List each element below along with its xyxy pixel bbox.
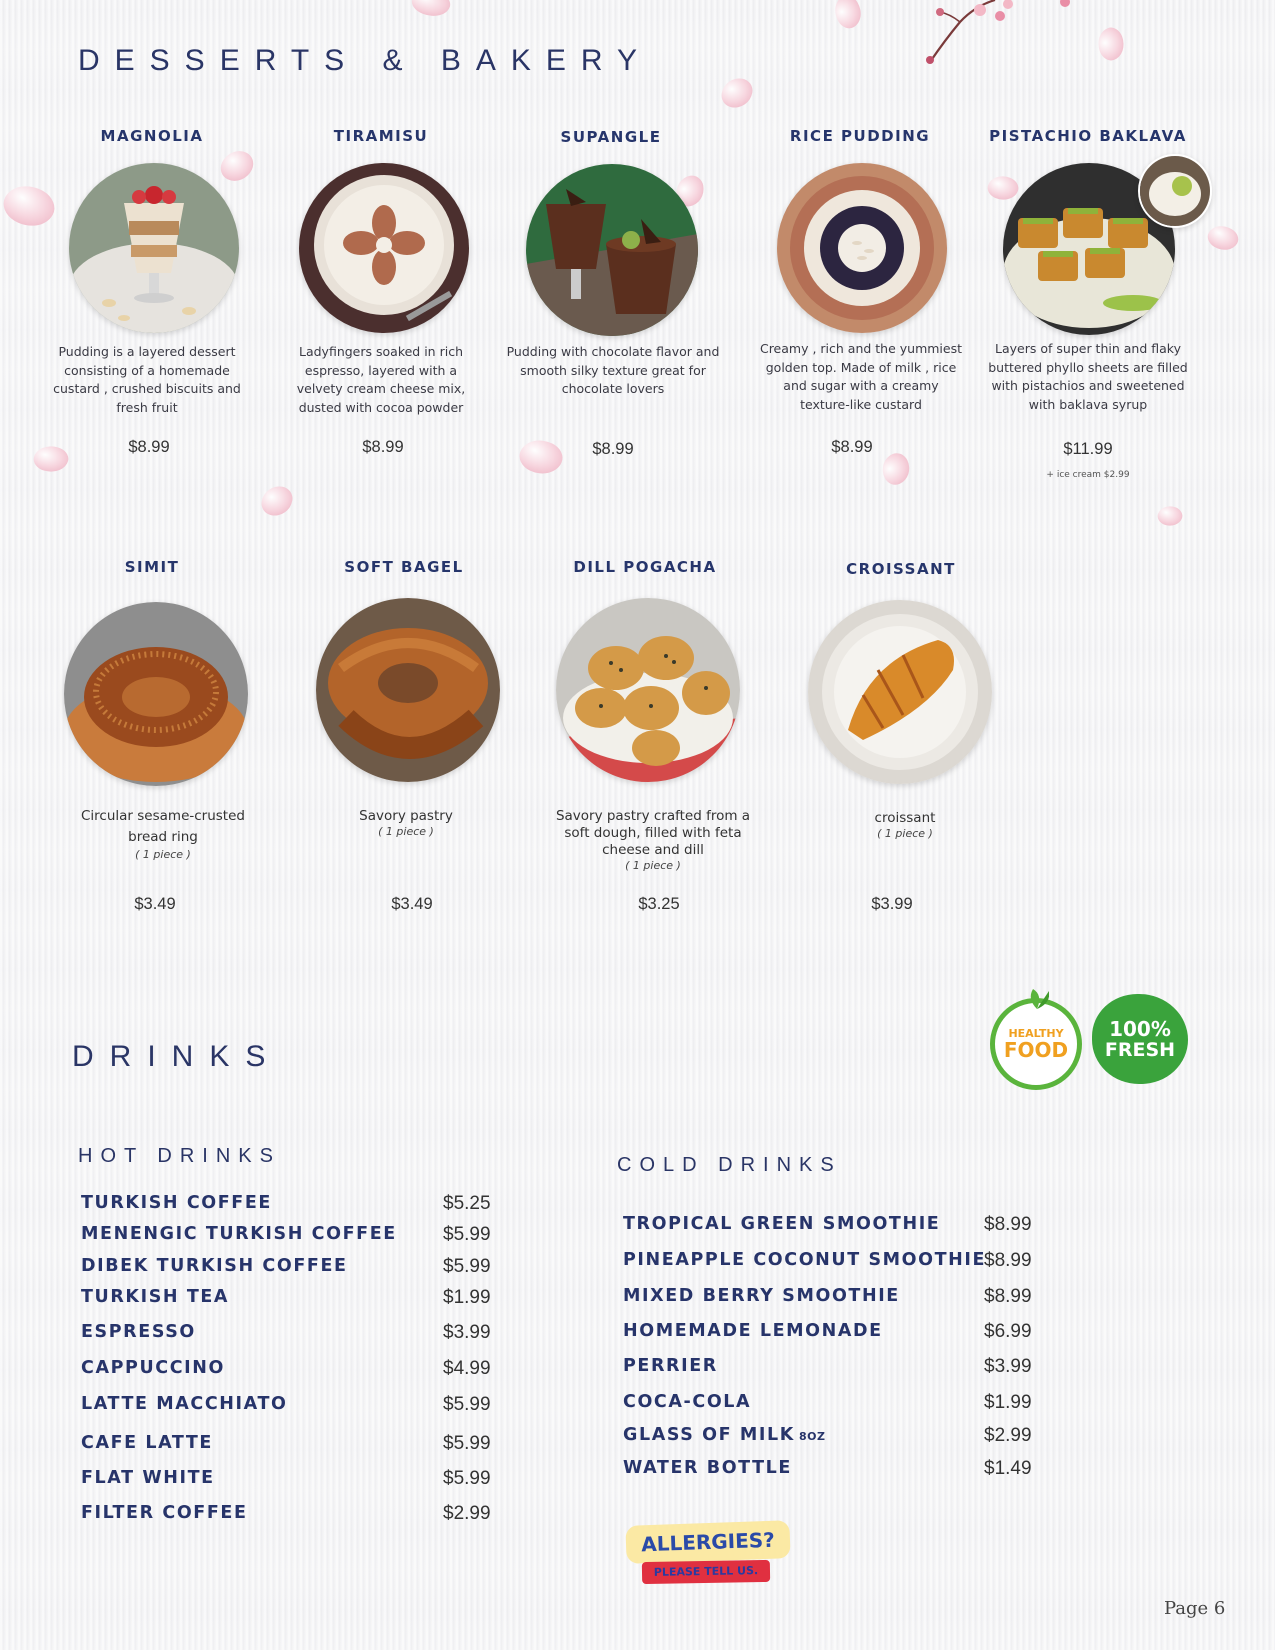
- hot-drink-price: $5.99: [443, 1256, 491, 1277]
- hot-drinks-title: HOT DRINKS: [78, 1145, 281, 1167]
- cold-drink-name: [623, 1356, 718, 1376]
- dessert-name-tiramisu: TIRAMISU: [333, 127, 429, 145]
- petal-decoration: [985, 172, 1021, 205]
- dessert-desc-rice-pudding: Creamy , rich and the yummiest golden top. Made of milk , rice and sugar with a creamy texture-like custard: [759, 341, 963, 412]
- cold-drink-price: $8.99: [984, 1214, 1032, 1235]
- cold-drink-name: [623, 1250, 986, 1270]
- cold-drink-name: [623, 1214, 940, 1234]
- petal-decoration: [1155, 502, 1184, 529]
- bakery-desc-dill-pogacha: [553, 808, 753, 872]
- dessert-price-pistachio-baklava: $11.99: [1063, 440, 1113, 458]
- cold-drink-price: $3.99: [984, 1356, 1032, 1377]
- hot-drink-price: $2.99: [443, 1503, 491, 1524]
- cold-drink-price: $8.99: [984, 1286, 1032, 1307]
- photo-rice-pudding: [777, 163, 947, 333]
- dessert-name-pistachio-baklava: PISTACHIO BAKLAVA: [989, 127, 1187, 145]
- hot-drink-name: TURKISH TEA: [81, 1287, 230, 1307]
- hot-drink-name: CAPPUCCINO: [81, 1358, 225, 1378]
- bakery-desc-soft-bagel: [316, 808, 496, 838]
- hot-drink-price: $1.99: [443, 1287, 491, 1308]
- cold-drink-name-text: WATER BOTTLE: [623, 1458, 792, 1478]
- fresh-text: FRESH: [1104, 1039, 1176, 1061]
- cold-drink-name-text: GLASS OF MILK: [623, 1425, 795, 1445]
- fresh-badge: [1092, 994, 1188, 1084]
- dessert-price-magnolia: $8.99: [128, 438, 170, 456]
- please-tell-us-label: PLEASE TELL US.: [642, 1560, 770, 1584]
- bakery-name-soft-bagel: SOFT BAGEL: [344, 558, 464, 576]
- cold-drink-name: [623, 1286, 900, 1306]
- cold-drink-unit: 8OZ: [798, 1430, 826, 1443]
- hot-drink-price: $3.99: [443, 1322, 491, 1343]
- dessert-desc-tiramisu: Ladyfingers soaked in rich espresso, layered with a velvety cream cheese mix, dusted with cocoa powder: [296, 344, 466, 415]
- hot-drink-price: $5.99: [443, 1224, 491, 1245]
- bakery-desc-simit: [73, 806, 253, 861]
- cold-drinks-title: COLD DRINKS: [617, 1154, 842, 1176]
- dessert-price-supangle: $8.99: [592, 440, 634, 458]
- hot-drink-name: DIBEK TURKISH COFFEE: [81, 1256, 348, 1276]
- petal-decoration: [1204, 220, 1242, 256]
- hot-drink-price: $4.99: [443, 1358, 491, 1379]
- petal-decoration: [217, 145, 258, 187]
- hot-drink-name: FILTER COFFEE: [81, 1503, 248, 1523]
- dessert-name-supangle: SUPANGLE: [560, 128, 662, 146]
- hot-drink-name: MENENGIC TURKISH COFFEE: [81, 1224, 397, 1244]
- dessert-name-rice-pudding: RICE PUDDING: [789, 127, 931, 145]
- bakery-name-dill-pogacha: DILL POGACHA: [573, 558, 717, 576]
- bakery-qty-dill-pogacha: ( 1 piece ): [625, 859, 681, 872]
- hot-drink-price: $5.99: [443, 1394, 491, 1415]
- healthy-text: HEALTHY: [1008, 1027, 1064, 1040]
- dessert-price-rice-pudding: $8.99: [831, 438, 873, 456]
- cold-drink-name-text: TROPICAL GREEN SMOOTHIE: [623, 1214, 941, 1234]
- photo-soft-bagel: [316, 598, 500, 782]
- petal-decoration: [409, 0, 454, 22]
- bakery-price-croissant: $3.99: [871, 895, 913, 913]
- petal-decoration: [31, 442, 71, 476]
- dessert-desc-pistachio-baklava: Layers of super thin and flaky buttered phyllo sheets are filled with pistachios and sweetened with baklava syrup: [988, 341, 1188, 412]
- allergies-sticker: [626, 1523, 792, 1587]
- bakery-desc-soft-bagel-text: Savory pastry: [359, 808, 453, 824]
- cold-drink-price: $6.99: [984, 1321, 1032, 1342]
- cold-drink-price: $1.99: [984, 1392, 1032, 1413]
- petal-decoration: [829, 0, 868, 32]
- healthy-food-badge: [990, 998, 1082, 1090]
- photo-simit: [64, 602, 248, 786]
- ice-cream-addon-note: + ice cream $2.99: [1046, 470, 1130, 480]
- bakery-price-simit: $3.49: [134, 895, 176, 913]
- bakery-desc-dill-pogacha-text: Savory pastry crafted from a soft dough, filled with feta cheese and dill: [555, 808, 751, 858]
- photo-baklava-ice-cream: [1138, 154, 1212, 228]
- petal-decoration: [720, 76, 755, 111]
- petal-decoration: [260, 484, 295, 519]
- hot-drink-name: FLAT WHITE: [81, 1468, 215, 1488]
- hot-drink-price: $5.25: [443, 1193, 491, 1214]
- dessert-desc-magnolia: Pudding is a layered dessert consisting of a homemade custard , crushed biscuits and fresh fruit: [53, 344, 241, 415]
- allergies-main-label: ALLERGIES?: [625, 1520, 790, 1564]
- bakery-desc-croissant-text: croissant: [874, 810, 936, 826]
- desserts-section-title: DESSERTS & BAKERY: [78, 44, 653, 77]
- photo-dill-pogacha: [556, 598, 740, 782]
- bakery-qty-soft-bagel: ( 1 piece ): [378, 825, 434, 838]
- leaf-icon: [1025, 989, 1049, 1009]
- drinks-section-title: DRINKS: [72, 1040, 282, 1073]
- blossom-branch-decoration: [900, 0, 1080, 70]
- cold-drink-price: $2.99: [984, 1425, 1032, 1446]
- cold-drink-name: [623, 1321, 883, 1341]
- photo-magnolia: [69, 163, 239, 333]
- bakery-name-croissant: CROISSANT: [846, 560, 956, 578]
- cold-drink-price: $1.49: [984, 1458, 1032, 1479]
- hot-drink-price: $5.99: [443, 1468, 491, 1489]
- cold-drink-name-text: MIXED BERRY SMOOTHIE: [623, 1286, 900, 1306]
- cold-drink-name: [623, 1392, 751, 1412]
- percent-text: 100%: [1109, 1017, 1171, 1041]
- hot-drink-name: LATTE MACCHIATO: [81, 1394, 288, 1414]
- petal-decoration: [877, 449, 915, 488]
- cold-drink-price: $8.99: [984, 1250, 1032, 1271]
- cold-drink-name-text: PINEAPPLE COCONUT SMOOTHIE: [623, 1250, 987, 1270]
- cold-drink-name: [623, 1458, 792, 1478]
- cold-drink-name-text: COCA-COLA: [623, 1392, 752, 1412]
- hot-drink-name: CAFE LATTE: [81, 1433, 213, 1453]
- photo-croissant: [808, 600, 992, 784]
- bakery-qty-simit: ( 1 piece ): [135, 848, 191, 861]
- bakery-name-simit: SIMIT: [124, 558, 180, 576]
- hot-drink-name: ESPRESSO: [81, 1322, 196, 1342]
- hot-drink-price: $5.99: [443, 1433, 491, 1454]
- cold-drink-name: [623, 1425, 825, 1445]
- dessert-price-tiramisu: $8.99: [362, 438, 404, 456]
- petal-decoration: [515, 433, 567, 482]
- bakery-qty-croissant: ( 1 piece ): [877, 827, 933, 840]
- dessert-name-magnolia: MAGNOLIA: [100, 127, 204, 145]
- bakery-desc-croissant: [815, 810, 995, 840]
- petal-decoration: [1093, 25, 1128, 64]
- photo-supangle: [526, 164, 698, 336]
- bakery-price-soft-bagel: $3.49: [391, 895, 433, 913]
- hot-drink-name: TURKISH COFFEE: [81, 1193, 272, 1213]
- petal-decoration: [0, 176, 61, 236]
- page-number: Page 6: [1164, 1598, 1226, 1619]
- cold-drink-name-text: HOMEMADE LEMONADE: [623, 1321, 883, 1341]
- photo-tiramisu: [299, 163, 469, 333]
- food-text: FOOD: [1003, 1038, 1069, 1062]
- bakery-desc-simit-text: Circular sesame-crusted bread ring: [81, 808, 245, 845]
- cold-drink-name-text: PERRIER: [623, 1356, 718, 1376]
- dessert-desc-supangle: Pudding with chocolate flavor and smooth silky texture great for chocolate lovers: [506, 344, 720, 396]
- bakery-price-dill-pogacha: $3.25: [638, 895, 680, 913]
